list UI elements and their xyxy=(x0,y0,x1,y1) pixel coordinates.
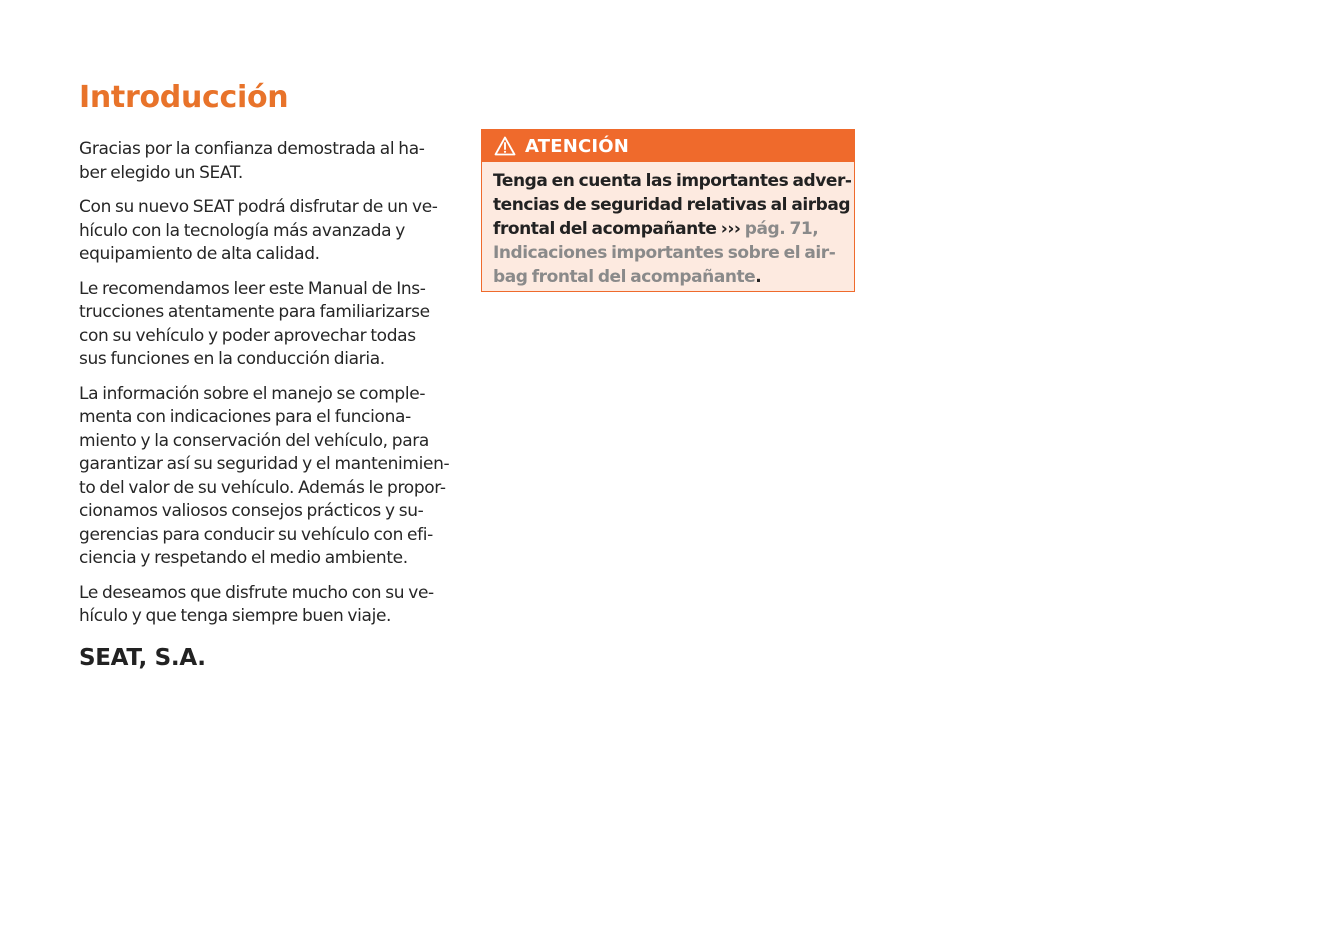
warning-text-line xyxy=(493,265,844,289)
text-line: con su vehículo y poder aprovechar todas xyxy=(79,325,416,346)
text-line: equipamiento de alta calidad. xyxy=(79,244,320,264)
reference-link-line[interactable]: bag frontal del acompañante xyxy=(493,267,756,287)
text-line: La información sobre el manejo se comple- xyxy=(79,383,426,404)
text-line: ciencia y respetando el medio ambiente. xyxy=(79,548,408,568)
warning-text-line: tencias de seguridad relativas al airbag xyxy=(493,195,851,215)
period: . xyxy=(755,267,762,287)
text-line: to del valor de su vehículo. Además le propor- xyxy=(79,477,446,498)
intro-paragraph xyxy=(79,138,459,185)
text-line: Le deseamos que disfrute mucho con su ve- xyxy=(79,582,434,603)
text-line: Le recomendamos leer este Manual de Ins- xyxy=(79,278,426,299)
warning-text-line xyxy=(493,217,844,241)
text-line: miento y la conservación del vehículo, para xyxy=(79,430,429,451)
text-line: cionamos valiosos consejos prácticos y su- xyxy=(79,501,424,521)
intro-text-column xyxy=(79,138,459,673)
warning-title: ATENCIÓN xyxy=(525,135,630,157)
warning-header xyxy=(482,130,854,162)
warning-text: frontal del acompañante xyxy=(493,219,717,239)
intro-paragraph xyxy=(79,196,459,267)
text-line: sus funciones en la conducción diaria. xyxy=(79,349,385,369)
text-line: trucciones atentamente para familiarizarse xyxy=(79,302,430,322)
signature: SEAT, S.A. xyxy=(79,644,206,671)
text-line: gerencias para conducir su vehículo con efi- xyxy=(79,524,433,545)
intro-paragraph xyxy=(79,582,459,629)
warning-box xyxy=(481,129,855,292)
reference-arrows-icon: ››› xyxy=(720,219,741,239)
intro-paragraph xyxy=(79,278,459,372)
text-line: hículo y que tenga siempre buen viaje. xyxy=(79,606,392,626)
reference-link-line[interactable]: Indicaciones importantes sobre el air- xyxy=(493,243,836,263)
text-line: hículo con la tecnología más avanzada y xyxy=(79,220,405,241)
text-line: garantizar así su seguridad y el mantenimien- xyxy=(79,454,450,474)
warning-triangle-icon xyxy=(494,136,516,156)
text-line: Gracias por la confianza demostrada al ha- xyxy=(79,139,425,159)
text-line: ber elegido un SEAT. xyxy=(79,162,243,183)
text-line: Con su nuevo SEAT podrá disfrutar de un ve- xyxy=(79,197,438,217)
page-title: Introducción xyxy=(79,80,289,115)
warning-text-line: Tenga en cuenta las importantes adver- xyxy=(493,171,852,191)
text-line: menta con indicaciones para el funciona- xyxy=(79,407,411,427)
intro-paragraph xyxy=(79,383,459,571)
page-reference-link[interactable]: pág. 71, xyxy=(744,219,819,239)
warning-body xyxy=(482,162,854,289)
